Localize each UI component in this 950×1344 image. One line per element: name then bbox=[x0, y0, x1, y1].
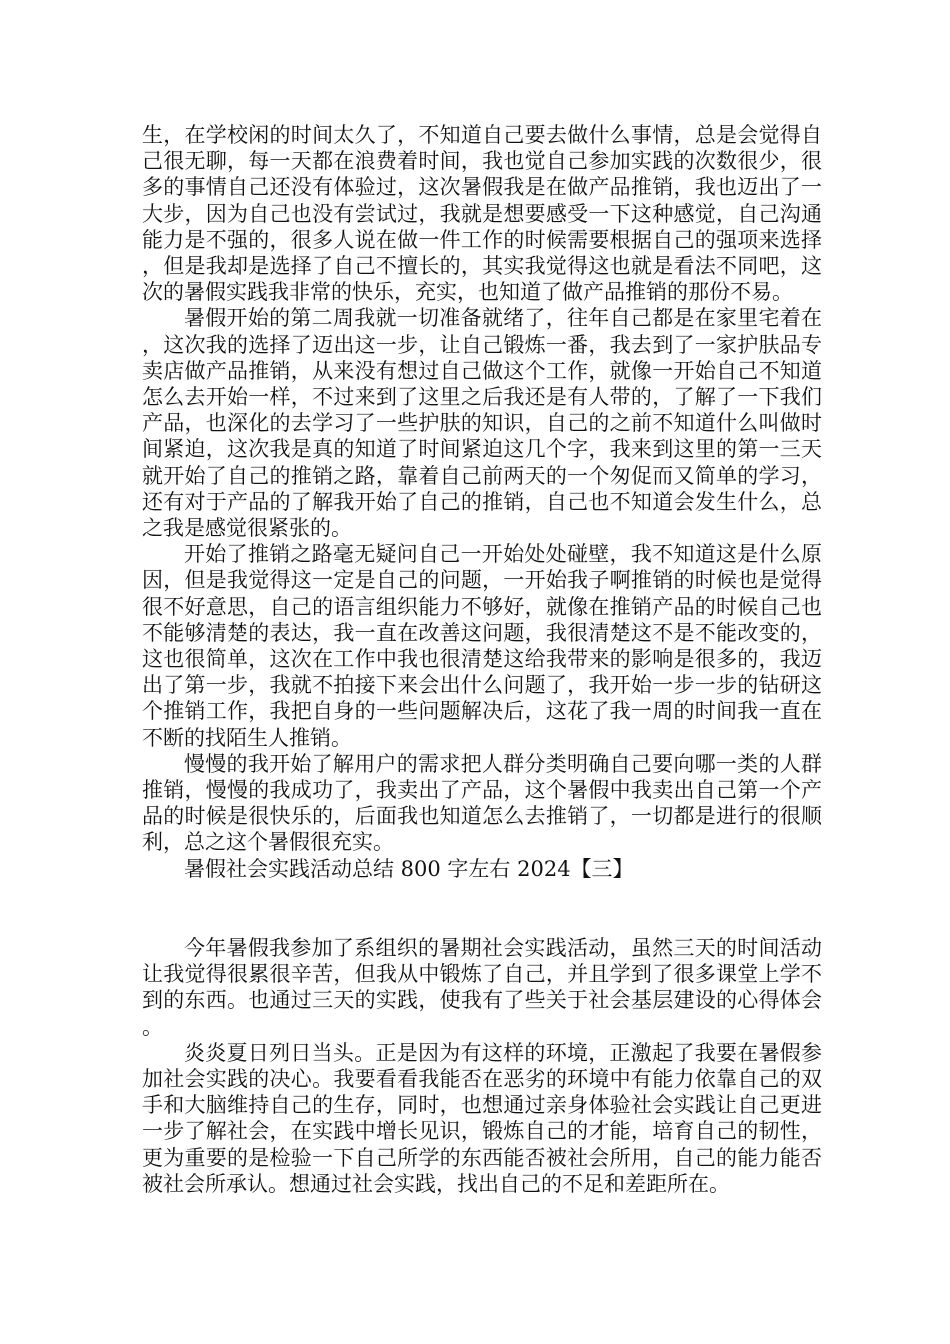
section-paragraph-1: 今年暑假我参加了系组织的暑期社会实践活动，虽然三天的时间活动让我觉得很累很辛苦，但我从中锻炼了自己，并且学到了很多课堂上学不到的东西。也通过三天的实践，使我有了些关于社会基层建设的心得体会。 bbox=[142, 935, 822, 1039]
section-heading: 暑假社会实践活动总结 800 字左右 2024【三】 bbox=[184, 856, 634, 881]
paragraph-1: 生，在学校闲的时间太久了，不知道自己要去做什么事情，总是会觉得自己很无聊，每一天都在浪费着时间，我也觉自己参加实践的次数很少，很多的事情自己还没有体验过，这次暑假我是在做产品推销，我也迈出了一大步，因为自己也没有尝试过，我就是想要感受一下这种感觉，自己沟通能力是不强的，很多人说在做一件工作的时候需要根据自己的强项来选择，但是我却是选择了自己不擅长的，其实我觉得这也就是看法不同吧，这次的暑假实践我非常的快乐，充实，也知道了做产品推销的那份不易。 bbox=[142, 123, 822, 305]
paragraph-2: 暑假开始的第二周我就一切准备就绪了，往年自己都是在家里宅着在，这次我的选择了迈出这一步，让自己锻炼一番，我去到了一家护肤品专卖店做产品推销，从来没有想过自己做这个工作，就像一开始自己不知道怎么去开始一样，不过来到了这里之后我还是有人带的，了解了一下我们产品，也深化的去学习了一些护肤的知识，自己的之前不知道什么叫做时间紧迫，这次我是真的知道了时间紧迫这几个字，我来到这里的第一三天就开始了自己的推销之路，靠着自己前两天的一个匆促而又简单的学习，还有对于产品的了解我开始了自己的推销，自己也不知道会发生什么，总之我是感觉很紧张的。 bbox=[142, 306, 822, 541]
paragraph-3: 开始了推销之路毫无疑问自己一开始处处碰壁，我不知道这是什么原因，但是我觉得这一定是自己的问题，一开始我子啊推销的时候也是觉得很不好意思，自己的语言组织能力不够好，就像在推销产品的时候自己也不能够清楚的表达，我一直在改善这问题，我很清楚这不是不能改变的，这也很简单，这次在工作中我也很清楚这给我带来的影响是很多的，我迈出了第一步，我就不拍接下来会出什么问题了，我开始一步一步的钻研这个推销工作，我把自身的一些问题解决后，这花了我一周的时间我一直在不断的找陌生人推销。 bbox=[142, 542, 822, 750]
section-paragraph-2: 炎炎夏日列日当头。正是因为有这样的环境，正激起了我要在暑假参加社会实践的决心。我要看看我能否在恶劣的环境中有能力依靠自己的双手和大脑维持自己的生存，同时，也想通过亲身体验社会实践让自己更进一步了解社会，在实践中增长见识，锻炼自己的才能，培育自己的韧性，更为重要的是检验一下自己所学的东西能否被社会所用，自己的能力能否被社会所承认。想通过社会实践，找出自己的不足和差距所在。 bbox=[142, 1040, 822, 1196]
section-spacer bbox=[142, 882, 822, 935]
document-page bbox=[142, 122, 822, 1197]
paragraph-4: 慢慢的我开始了解用户的需求把人群分类明确自己要向哪一类的人群推销，慢慢的我成功了，我卖出了产品，这个暑假中我卖出自己第一个产品的时候是很快乐的，后面我也知道怎么去推销了，一切都是进行的很顺利，总之这个暑假很充实。 bbox=[142, 751, 822, 855]
